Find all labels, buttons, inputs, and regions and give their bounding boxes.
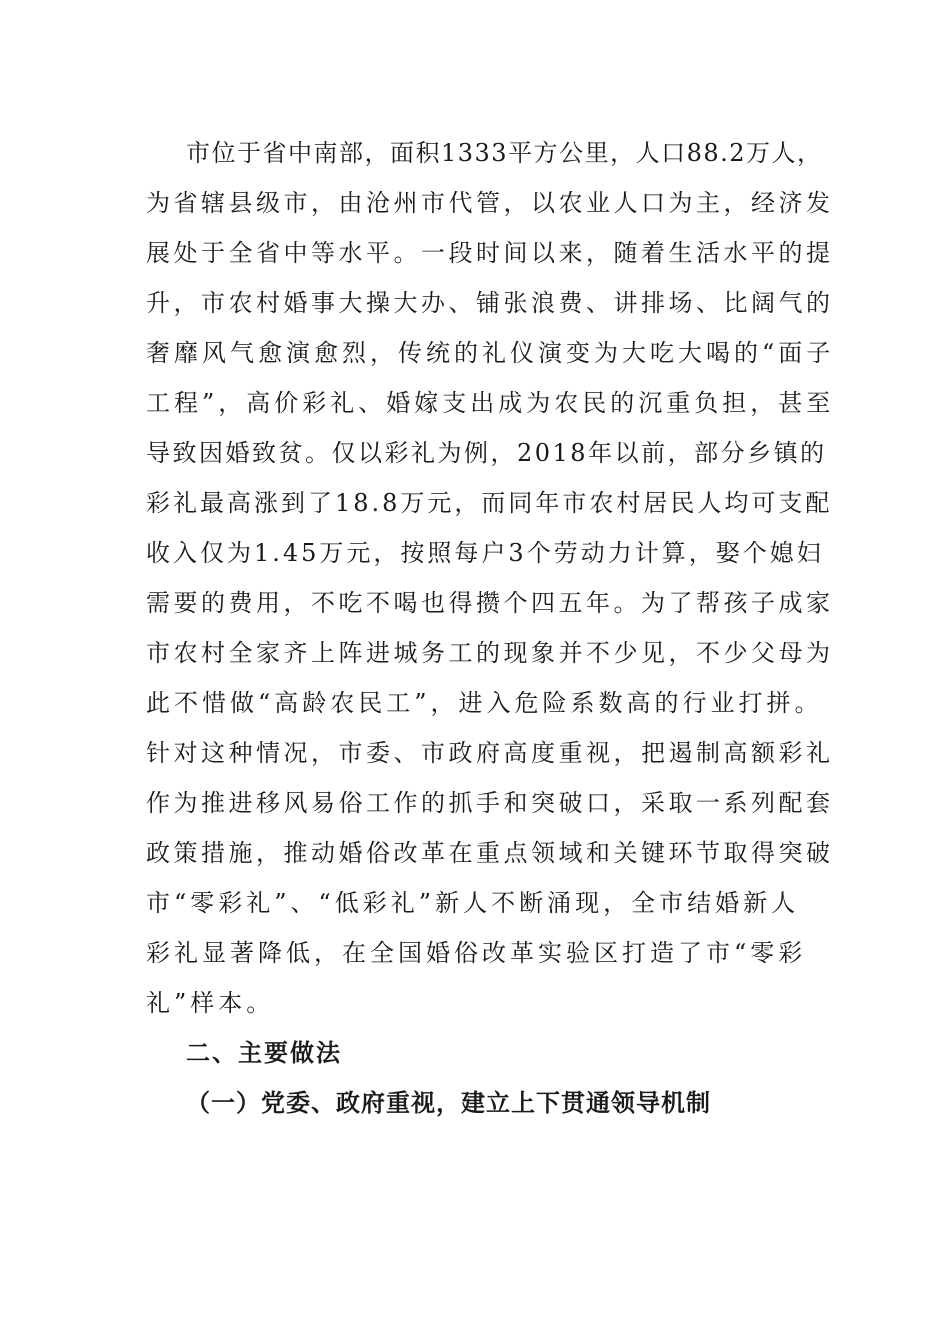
subsection-heading: （一）党委、政府重视，建立上下贯通领导机制	[186, 1089, 711, 1117]
paragraph-line-11: 市农村全家齐上阵进城务工的现象并不少见，不少父母为	[146, 639, 834, 667]
paragraph-line-16: 市“零彩礼”、“低彩礼”新人不断涌现，全市结婚新人	[146, 889, 800, 917]
paragraph-line-4: 升，市农村婚事大操大办、铺张浪费、讲排场、比阔气的	[146, 289, 834, 317]
paragraph-line-1: 市位于省中南部，面积1333平方公里，人口88.2万人，	[186, 139, 823, 167]
paragraph-line-15: 政策措施，推动婚俗改革在重点领域和关键环节取得突破	[146, 839, 834, 867]
paragraph-line-18: 礼”样本。	[146, 989, 275, 1017]
paragraph-line-9: 收入仅为1.45万元，按照每户3个劳动力计算，娶个媳妇	[146, 539, 824, 567]
paragraph-line-8: 彩礼最高涨到了18.8万元，而同年市农村居民人均可支配	[146, 489, 833, 517]
paragraph-line-12: 此不惜做“高龄农民工”，进入危险系数高的行业打拼。	[146, 689, 823, 717]
paragraph-line-5: 奢靡风气愈演愈烈，传统的礼仪演变为大吃大喝的“面子	[146, 339, 835, 367]
paragraph-line-7: 导致因婚致贫。仅以彩礼为例，2018年以前，部分乡镇的	[146, 439, 827, 467]
section-heading: 二、主要做法	[186, 1039, 342, 1067]
paragraph-line-10: 需要的费用，不吃不喝也得攒个四五年。为了帮孩子成家	[146, 589, 834, 617]
paragraph-line-13: 针对这种情况，市委、市政府高度重视，把遏制高额彩礼	[146, 739, 834, 767]
paragraph-line-6: 工程”，高价彩礼、婚嫁支出成为农民的沉重负担，甚至	[146, 389, 835, 417]
paragraph-line-2: 为省辖县级市，由沧州市代管，以农业人口为主，经济发	[146, 189, 834, 217]
paragraph-line-17: 彩礼显著降低，在全国婚俗改革实验区打造了市“零彩	[146, 939, 807, 967]
document-body	[146, 128, 835, 1128]
paragraph-line-14: 作为推进移风易俗工作的抓手和突破口，采取一系列配套	[146, 789, 834, 817]
paragraph-line-3: 展处于全省中等水平。一段时间以来，随着生活水平的提	[146, 239, 834, 267]
